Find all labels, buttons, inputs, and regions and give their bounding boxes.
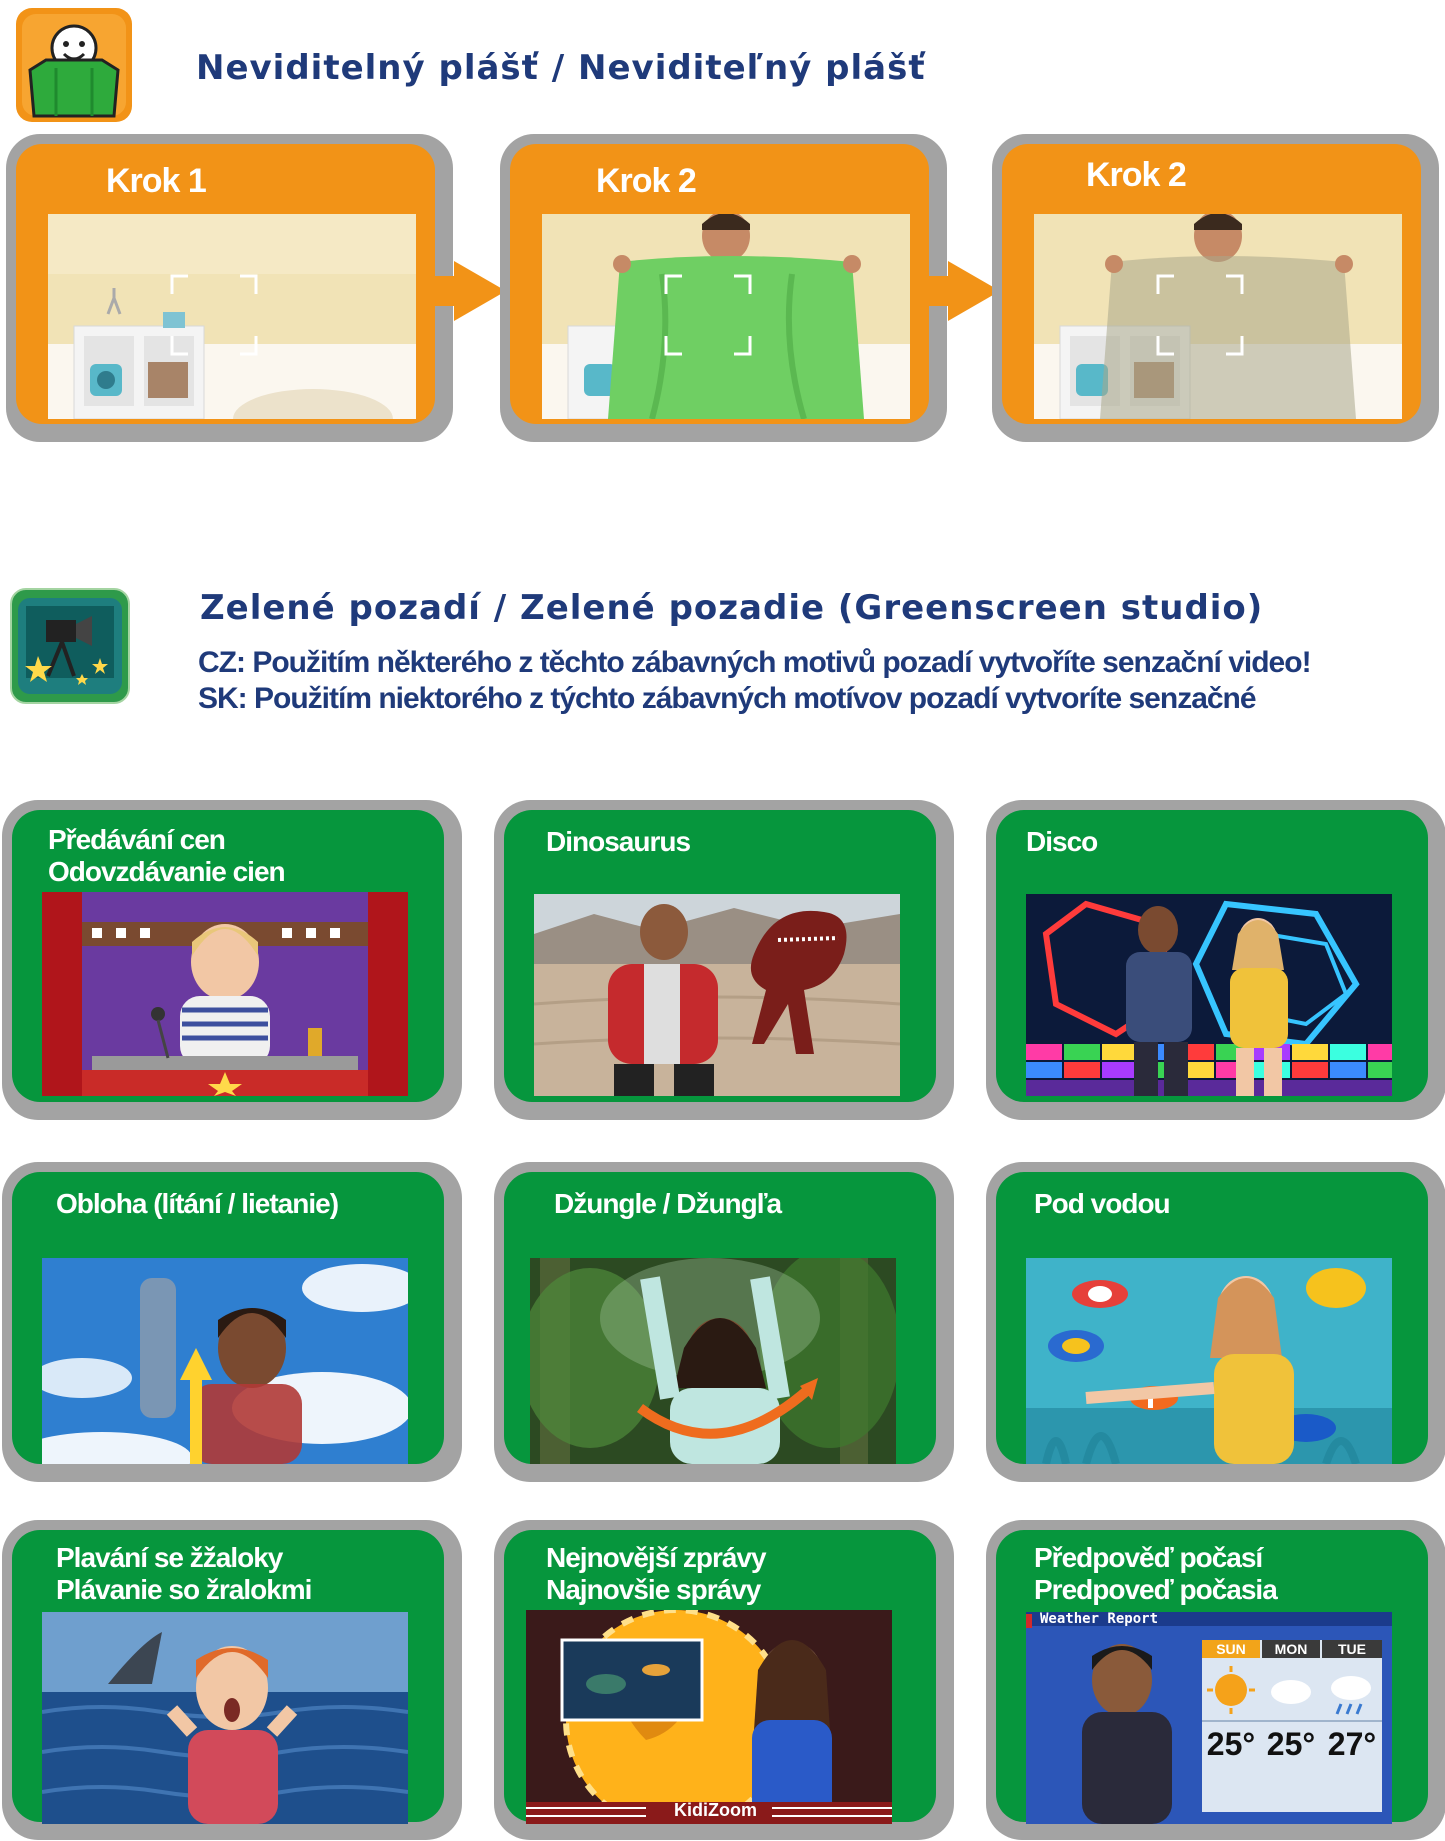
theme-photo-underwater bbox=[1026, 1258, 1392, 1464]
step-label: Krok 2 bbox=[1086, 156, 1186, 194]
greenscreen-camera-icon bbox=[10, 588, 130, 704]
theme-label: Džungle / Džungľa bbox=[554, 1188, 782, 1219]
invisible-cloak-title: Neviditelný plášť / Neviditeľný plášť bbox=[196, 48, 926, 88]
theme-card-news[interactable] bbox=[494, 1520, 954, 1840]
step-photo-empty-room bbox=[48, 214, 416, 419]
theme-photo-weather bbox=[1026, 1612, 1392, 1824]
theme-label: Nejnovější zprávy Najnovšie správy bbox=[546, 1542, 766, 1605]
theme-label: Předávání cen Odovzdávanie cien bbox=[48, 824, 285, 887]
arrow-right-icon bbox=[454, 261, 506, 321]
theme-card-sky[interactable] bbox=[2, 1162, 462, 1482]
greenscreen-description-sk: SK: Použitím niektorého z týchto zábavných motívov pozadí vytvoríte senzačné bbox=[198, 682, 1256, 715]
theme-card-weather[interactable] bbox=[986, 1520, 1445, 1840]
theme-photo-sky bbox=[42, 1258, 408, 1464]
theme-photo-disco bbox=[1026, 894, 1392, 1096]
theme-photo-dinosaur bbox=[534, 894, 900, 1096]
theme-label: Plavání se žžaloky Plávanie so žralokmi bbox=[56, 1542, 312, 1605]
greenscreen-title: Zelené pozadí / Zelené pozadie (Greenscreen studio) bbox=[200, 588, 1264, 628]
weather-day-mon: MON bbox=[1274, 1641, 1308, 1657]
step-arrow-1 bbox=[432, 276, 454, 306]
theme-photo-awards bbox=[42, 892, 408, 1096]
weather-day-tue: TUE bbox=[1338, 1641, 1366, 1657]
theme-card-sharks[interactable] bbox=[2, 1520, 462, 1840]
theme-card-awards[interactable] bbox=[2, 800, 462, 1120]
step-card-3 bbox=[992, 134, 1439, 442]
theme-label: Dinosaurus bbox=[546, 826, 691, 857]
theme-label: Disco bbox=[1026, 826, 1098, 857]
weather-temp-sun: 25° bbox=[1206, 1726, 1256, 1762]
theme-card-jungle[interactable] bbox=[494, 1162, 954, 1482]
theme-label: Obloha (lítání / lietanie) bbox=[56, 1188, 339, 1219]
step-arrow-2 bbox=[926, 276, 948, 306]
step-label: Krok 1 bbox=[106, 162, 206, 200]
step-card-1 bbox=[6, 134, 453, 442]
greenscreen-description-cz: CZ: Použitím některého z těchto zábavných motivů pozadí vytvoříte senzační video! bbox=[198, 646, 1311, 679]
weather-report-title: Weather Report bbox=[1040, 1612, 1159, 1627]
weather-temp-mon: 25° bbox=[1266, 1726, 1316, 1762]
theme-card-dinosaur[interactable] bbox=[494, 800, 954, 1120]
theme-card-disco[interactable] bbox=[986, 800, 1445, 1120]
theme-card-underwater[interactable] bbox=[986, 1162, 1445, 1482]
weather-temp-tue: 27° bbox=[1327, 1726, 1377, 1762]
theme-label: Předpověď počasí Predpoveď počasia bbox=[1034, 1542, 1277, 1605]
weather-day-sun: SUN bbox=[1216, 1641, 1246, 1657]
news-brand-label: KidiZoom bbox=[674, 1800, 757, 1820]
step-label: Krok 2 bbox=[596, 162, 696, 200]
theme-photo-jungle bbox=[530, 1258, 896, 1464]
theme-label: Pod vodou bbox=[1034, 1188, 1170, 1219]
cloak-kid-icon bbox=[16, 8, 132, 122]
theme-photo-news bbox=[526, 1610, 892, 1824]
step-photo-green-cloth bbox=[542, 214, 910, 419]
step-photo-invisible-cloth bbox=[1034, 214, 1402, 419]
step-card-2 bbox=[500, 134, 947, 442]
theme-photo-sharks bbox=[42, 1612, 408, 1824]
